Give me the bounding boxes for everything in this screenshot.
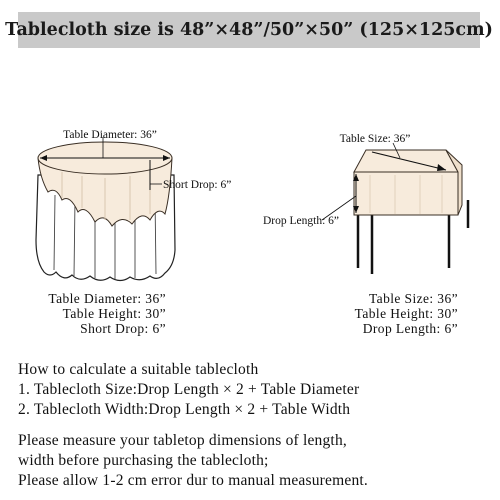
round-spec-diameter: Table Diameter: 36”: [48, 291, 166, 306]
instruction-step-1: 1. Tablecloth Size:Drop Length × 2 + Table Diameter: [18, 381, 360, 398]
banner-title: Tablecloth size is 48”×48”/50”×50” (125×125cm): [5, 20, 493, 40]
square-drop-callout: Drop Length: 6”: [263, 215, 340, 227]
round-spec-height: Table Height: 30”: [62, 306, 166, 321]
square-size-callout: Table Size: 36”: [339, 133, 411, 145]
instruction-step-2: 2. Tablecloth Width:Drop Length × 2 + Table Width: [18, 401, 351, 418]
note-line-2: width before purchasing the tablecloth;: [18, 452, 269, 469]
round-drop-callout: Short Drop: 6”: [163, 179, 232, 191]
square-spec-size: Table Size: 36”: [368, 291, 458, 306]
measurement-notes: [18, 431, 368, 491]
note-line-3: Please allow 1-2 cm error dur to manual measurement.: [18, 472, 368, 489]
round-spec-drop: Short Drop: 6”: [80, 321, 166, 336]
square-table-specs: [350, 291, 458, 336]
calculation-instructions: [18, 360, 359, 420]
square-table-illustration: [322, 143, 468, 274]
round-table-illustration: [36, 137, 175, 281]
note-line-1: Please measure your tabletop dimensions of length,: [18, 432, 347, 449]
round-table-specs: [36, 291, 166, 336]
round-diameter-callout: Table Diameter: 36”: [63, 129, 157, 141]
square-spec-drop: Drop Length: 6”: [362, 321, 458, 336]
instructions-heading: How to calculate a suitable tablecloth: [18, 361, 259, 378]
square-spec-height: Table Height: 30”: [354, 306, 458, 321]
